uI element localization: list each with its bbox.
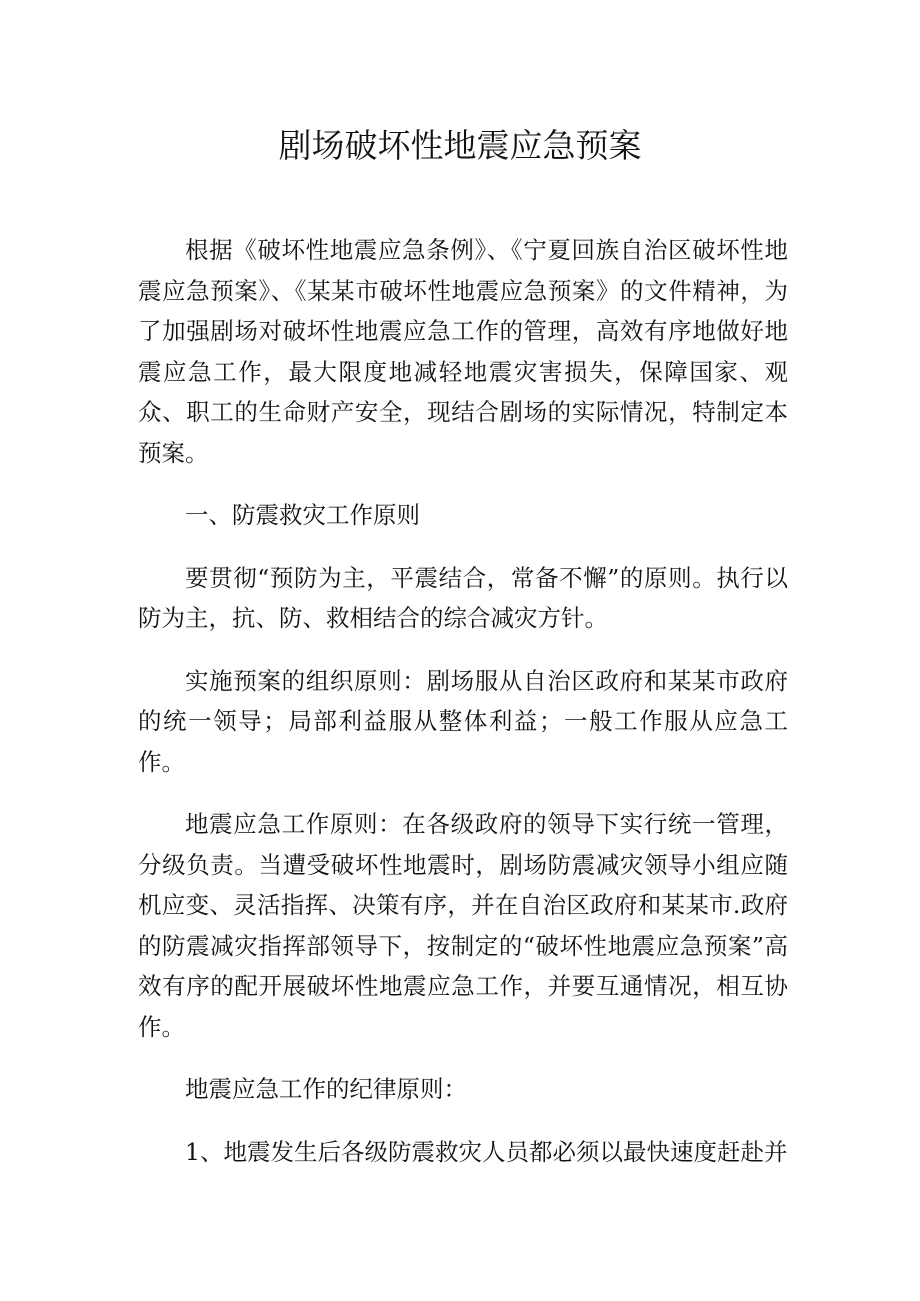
principle-paragraph-emergency-work: 地震应急工作原则：在各级政府的领导下实行统一管理，分级负责。当遭受破坏性地震时，剧场防震减灾领导小组应随机应变、灵活指挥、决策有序，并在自治区政府和某某市.政府的防震减灾指挥部领导下，按制定的“破坏性地震应急预案”高效有序的配开展破坏性地震应急工作，并要互通情况，相互协作。	[138, 810, 788, 1041]
document-body	[138, 230, 788, 1194]
principle-paragraph-prevention: 要贯彻“预防为主，平震结合，常备不懈”的原则。执行以防为主，抗、防、救相结合的综合减灾方针。	[138, 563, 788, 632]
principle-paragraph-discipline: 地震应急工作的纪律原则：	[185, 1075, 467, 1103]
section-heading-principles: 一、防震救灾工作原则	[185, 501, 420, 529]
discipline-item-1: 1、地震发生后各级防震救灾人员都必须以最快速度赶赴并	[185, 1137, 788, 1166]
principle-paragraph-organization: 实施预案的组织原则：剧场服从自治区政府和某某市政府的统一领导；局部利益服从整体利益；一般工作服从应急工作。	[138, 666, 788, 776]
document-title: 剧场破坏性地震应急预案	[278, 126, 642, 165]
intro-paragraph: 根据《破坏性地震应急条例》、《宁夏回族自治区破坏性地震应急预案》、《某某市破坏性地震应急预案》的文件精神，为了加强剧场对破坏性地震应急工作的管理，高效有序地做好地震应急工作，最大限度地减轻地震灾害损失，保障国家、观众、职工的生命财产安全，现结合剧场的实际情况，特制定本预案。	[138, 236, 788, 467]
